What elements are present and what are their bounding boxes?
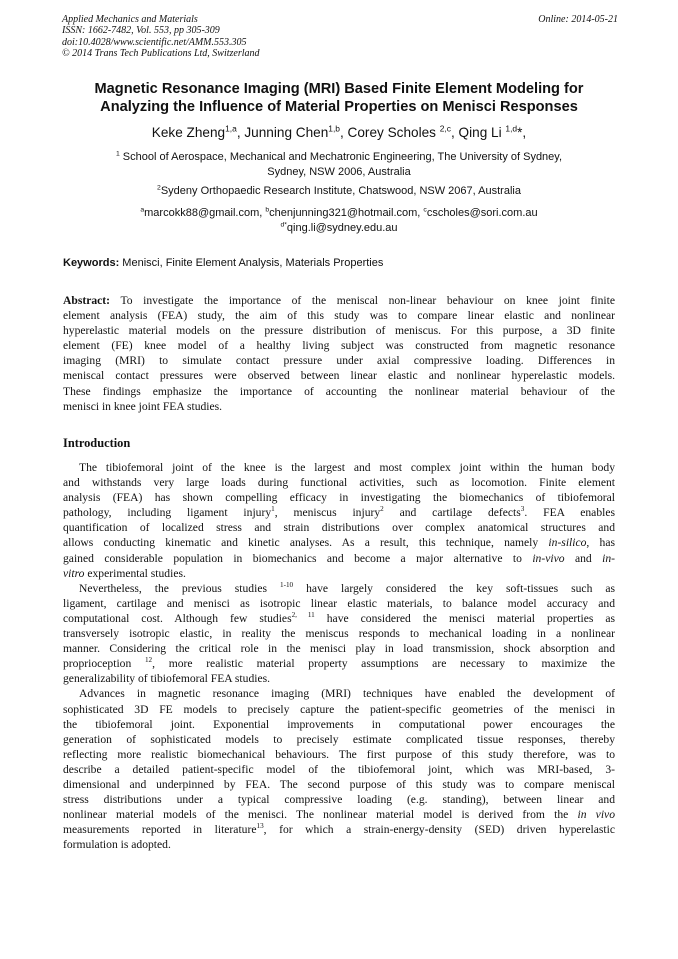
citation-sup: 2: [380, 505, 384, 514]
paragraph-line: transversely isotropic elastic, in reality the meniscus responds to mechanical loading in a nonlinear: [63, 627, 615, 641]
text-run: , meniscus injury: [274, 506, 381, 520]
doi-line: doi:10.4028/www.scientific.net/AMM.553.305: [62, 36, 247, 48]
affiliation-2-sup: 2: [157, 184, 161, 192]
paragraph-line: manner. Considering the critical role in the menisci play in load transmission, shock absorption and: [63, 642, 615, 656]
text-run: , for which a strain-energy-density (SED) driven hyperelastic: [263, 823, 615, 837]
email-d-sup: d*: [280, 220, 287, 228]
affiliation-2-text: Sydeny Orthopaedic Research Institute, Chatswood, NSW 2067, Australia: [160, 185, 521, 197]
text-run: , has: [586, 536, 615, 550]
author-tail: *,: [517, 125, 527, 140]
author-1: Keke Zheng: [151, 125, 226, 140]
email-d: qing.li@sydney.edu.au: [286, 221, 398, 234]
journal-name: Applied Mechanics and Materials: [62, 14, 198, 25]
paragraph-line: describe a detailed patient-specific model of the tibiofemoral joint, which was MRI-based, 3-: [63, 762, 615, 776]
paragraph-line: dimensional and underpinned by FEA. The second purpose of this study was to compare meniscal: [63, 777, 615, 791]
paragraph-line: [63, 611, 615, 626]
paragraph-line: the tibiofemoral joint. Exponential improvements in computational power encourages the: [63, 717, 615, 731]
paragraph-line: [63, 807, 615, 822]
keywords-text: Menisci, Finite Element Analysis, Materials Properties: [119, 257, 384, 269]
paragraph-line: analysis (FEA) has shown compelling efficacy in investigating the biomechanics of tibiofemoral: [63, 491, 615, 505]
text-run: nonlinear material models of the menisci. The nonlinear material model is derived from the: [63, 808, 578, 822]
abstract-line: To investigate the importance of the meniscal non-linear behaviour on knee joint finite: [110, 294, 615, 307]
paragraph-line: Advances in magnetic resonance imaging (MRI) techniques have enabled the development of: [79, 687, 615, 701]
paragraph-line: [63, 581, 615, 596]
journal-header: [62, 14, 618, 60]
email-c-sup: c: [423, 206, 427, 214]
paragraph-line: generation of sophisticated models to precisely estimate complicated tissue responses, thereby: [63, 732, 615, 746]
italic-term: in-: [602, 551, 615, 565]
abstract-line: element (FE) knee model of a healthy living subject was constructed from magnetic resonance: [63, 339, 615, 353]
email-a: marcokk88@gmail.com,: [144, 207, 266, 219]
paragraph-line: [63, 551, 615, 566]
introduction-heading: Introduction: [63, 436, 131, 450]
citation-sup: 1-10: [279, 580, 294, 589]
keywords-label: Keywords:: [63, 257, 120, 269]
online-date: Online: 2014-05-21: [538, 14, 618, 25]
author-4: , Qing Li: [450, 125, 506, 140]
text-run: pathology, including ligament injury: [63, 506, 272, 520]
abstract-line: element analysis (FEA) study, the aim of this study was to compare linear elastic and nonlinear: [63, 309, 615, 323]
copyright-line: © 2014 Trans Tech Publications Ltd, Switzerland: [62, 48, 260, 60]
text-run: , more realistic material property assumptions are necessary to maximize the: [152, 657, 616, 671]
paragraph-line: reflecting more realistic biomechanical behaviours. The first purpose of this study therefore, was to: [63, 747, 615, 761]
author-3: , Corey Scholes: [340, 125, 440, 140]
affiliation-2: [40, 184, 638, 199]
text-run: measurements reported in literature: [63, 823, 257, 837]
italic-term: in-silico: [548, 536, 587, 550]
author-2-sup: 1,b: [328, 123, 340, 134]
abstract-line: hyperelastic material models on the pressure distribution of meniscus. For this purpose, a 3D finite: [63, 324, 615, 338]
paragraph-line: generalizability of tibiofemoral FEA studies.: [63, 672, 271, 686]
citation-sup: 1: [271, 505, 275, 514]
text-run: have considered the menisci material properties as: [314, 611, 615, 625]
text-run: gained considerable population in biomechanics and become a major alternative to: [63, 551, 533, 565]
abstract-label: Abstract:: [63, 294, 111, 307]
paper-title: [40, 80, 638, 116]
paragraph-line: and withstands very large loads during functional activities, such as locomotion. Finite element: [63, 476, 615, 490]
author-2: , Junning Chen: [236, 125, 329, 140]
email-b: chenjunning321@hotmail.com,: [269, 207, 424, 219]
issn-line: ISSN: 1662-7482, Vol. 553, pp 305-309: [62, 25, 220, 37]
author-4-sup: 1,d: [505, 123, 518, 134]
paragraph-line: [63, 535, 615, 550]
affiliation-1-line-1: School of Aerospace, Mechanical and Mechatronic Engineering, The University of Sydney,: [119, 151, 563, 163]
affiliation-1-sup: 1: [115, 150, 120, 158]
text-run: have largely considered the key soft-tissues such as: [293, 581, 615, 595]
text-run: proprioception: [63, 657, 145, 671]
text-run: allows conducting kinematic and kinetic analyses. As a result, this technique, namely: [63, 536, 549, 550]
paragraph-line: stress distributions under a typical compressive loading (e.g. standing), between linear and: [63, 793, 615, 807]
text-run: experimental studies.: [84, 566, 186, 580]
email-a-sup: a: [140, 206, 145, 214]
paragraph-line: [63, 566, 615, 581]
citation-sup: 12: [144, 656, 153, 665]
italic-term: in-vivo: [532, 551, 565, 565]
email-c: cscholes@sori.com.au: [426, 207, 538, 219]
paragraph-line: sophisticated 3D FE models to precisely capture the patient-specific geometries of the menisci in: [63, 702, 615, 716]
citation-sup: 2, 11: [291, 611, 315, 620]
title-line-2: Analyzing the Influence of Material Properties on Menisci Responses: [100, 99, 578, 115]
text-run: and: [564, 551, 603, 565]
paragraph-line: formulation is adopted.: [63, 838, 171, 852]
abstract: [63, 293, 615, 414]
introduction-body: [63, 460, 615, 852]
citation-sup: 3: [520, 505, 525, 514]
paragraph-line: The tibiofemoral joint of the knee is the largest and most complex joint within the human body: [79, 461, 615, 474]
paragraph-line: [63, 822, 615, 837]
text-run: Nevertheless, the previous studies: [79, 581, 280, 595]
paragraph-line: [63, 656, 615, 671]
keywords: [63, 256, 618, 270]
citation-sup: 13: [256, 822, 264, 831]
abstract-line: meniscal contact pressures were observed between linear elastic and nonlinear hyperelastic models.: [63, 369, 615, 383]
email-b-sup: b: [265, 206, 270, 214]
italic-term: in vivo: [577, 808, 615, 822]
author-list: [40, 124, 638, 142]
paragraph-line: [63, 505, 615, 520]
text-run: . FEA enables: [524, 506, 615, 520]
text-run: and cartilage defects: [383, 506, 521, 520]
affiliation-1: [40, 150, 638, 179]
author-emails: [40, 206, 638, 235]
abstract-line: menisci in knee joint FEA studies.: [63, 399, 223, 413]
paragraph-line: ligament, cartilage and menisci as isotropic linear elastic materials, to balance model accuracy and: [63, 596, 615, 610]
author-3-sup: 2,c: [439, 123, 451, 134]
italic-term: vitro: [63, 566, 85, 580]
affiliation-1-line-2: Sydney, NSW 2006, Australia: [267, 165, 411, 178]
title-line-1: Magnetic Resonance Imaging (MRI) Based Finite Element Modeling for: [94, 81, 584, 97]
text-run: computational cost. Although few studies: [63, 611, 292, 625]
author-1-sup: 1,a: [225, 123, 237, 134]
abstract-line: imaging (MRI) to simulate contact pressure under axial compressive loading. Differences in: [63, 354, 615, 368]
paragraph-line: quantification of localized stress and strain distributions over complex anatomical structures and: [63, 521, 615, 535]
abstract-line: These findings emphasize the importance of accounting the nonlinear material behaviour of the: [63, 384, 615, 398]
